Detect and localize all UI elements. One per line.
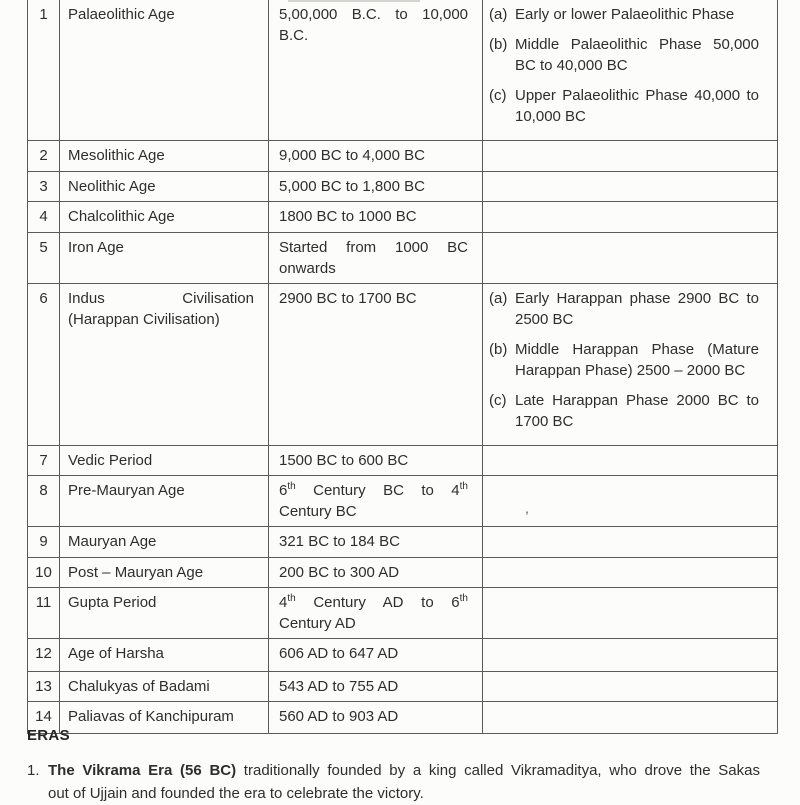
row-number: 1 — [28, 0, 60, 141]
phase-item — [489, 34, 759, 76]
phase-marker: (b) — [489, 36, 508, 53]
period-name: Palaeolithic Age — [60, 0, 269, 141]
phases-cell — [483, 558, 778, 588]
phases-cell — [483, 0, 778, 141]
phase-item — [489, 339, 759, 381]
table-row — [28, 558, 778, 588]
table-row — [28, 476, 778, 527]
period-name: Iron Age — [60, 233, 269, 284]
row-number: 2 — [28, 141, 60, 172]
phase-text: Middle Harappan Phase (Mature Harappan Phase) 2500 – 2000 BC — [515, 341, 759, 379]
date-range: 560 AD to 903 AD — [269, 702, 483, 734]
table-row — [28, 172, 778, 202]
period-name: Gupta Period — [60, 588, 269, 639]
phases-cell — [483, 233, 778, 284]
phase-item — [489, 288, 759, 330]
date-range: 6th Century BC to 4th Century BC — [269, 476, 483, 527]
phase-text: Early Harappan phase 2900 BC to 2500 BC — [515, 290, 759, 328]
row-number: 3 — [28, 172, 60, 202]
era-text-line1 — [48, 759, 760, 782]
table-row — [28, 284, 778, 446]
row-number: 13 — [28, 672, 60, 702]
phases-cell — [483, 284, 778, 446]
date-range: Started from 1000 BC onwards — [269, 233, 483, 284]
date-range: 543 AD to 755 AD — [269, 672, 483, 702]
date-range: 606 AD to 647 AD — [269, 639, 483, 672]
phases-cell — [483, 202, 778, 233]
phases-cell — [483, 446, 778, 476]
row-number: 10 — [28, 558, 60, 588]
date-range: 1800 BC to 1000 BC — [269, 202, 483, 233]
phases-cell — [483, 672, 778, 702]
era-text-rest: traditionally founded by a king called Vikramaditya, who drove the Sakas — [236, 762, 760, 779]
table-row — [28, 141, 778, 172]
row-number: 12 — [28, 639, 60, 672]
phase-item — [489, 4, 759, 25]
period-name: Neolithic Age — [60, 172, 269, 202]
phases-cell — [483, 527, 778, 558]
eras-section — [27, 727, 782, 805]
table-row — [28, 639, 778, 672]
eras-heading: ERAS — [27, 727, 70, 744]
row-number: 6 — [28, 284, 60, 446]
table-row — [28, 446, 778, 476]
phases-cell — [483, 172, 778, 202]
period-name: Post – Mauryan Age — [60, 558, 269, 588]
period-name: Age of Harsha — [60, 639, 269, 672]
date-range: 2900 BC to 1700 BC — [269, 284, 483, 446]
scan-artifact-comma: , — [525, 500, 529, 516]
era-text-line2: out of Ujjain and founded the era to celebrate the victory. — [48, 785, 424, 802]
phase-text: Early or lower Palaeolithic Phase — [515, 6, 735, 23]
period-name: Mauryan Age — [60, 527, 269, 558]
row-number: 7 — [28, 446, 60, 476]
era-item-number: 1. — [27, 762, 40, 779]
date-range: 200 BC to 300 AD — [269, 558, 483, 588]
phases-cell — [483, 476, 778, 527]
phase-marker: (c) — [489, 392, 507, 409]
table-row — [28, 202, 778, 233]
table-row — [28, 0, 778, 141]
phase-marker: (a) — [489, 6, 508, 23]
era-list-item — [27, 759, 782, 805]
period-name: Paliavas of Kanchipuram — [60, 702, 269, 734]
date-range: 1500 BC to 600 BC — [269, 446, 483, 476]
row-number: 8 — [28, 476, 60, 527]
date-range: 9,000 BC to 4,000 BC — [269, 141, 483, 172]
era-title-bold: The Vikrama Era (56 BC) — [48, 762, 237, 779]
phase-item — [489, 390, 759, 432]
row-number: 9 — [28, 527, 60, 558]
period-name: Chalukyas of Badami — [60, 672, 269, 702]
table-row — [28, 672, 778, 702]
date-range: 4th Century AD to 6th Century AD — [269, 588, 483, 639]
period-name: Vedic Period — [60, 446, 269, 476]
phase-text: Late Harappan Phase 2000 BC to 1700 BC — [515, 392, 759, 430]
era-item-body — [48, 759, 760, 805]
table-row — [28, 588, 778, 639]
date-range: 5,00,000 B.C. to 10,000 B.C. — [269, 0, 483, 141]
row-number: 4 — [28, 202, 60, 233]
table-row — [28, 527, 778, 558]
row-number: 11 — [28, 588, 60, 639]
phases-cell — [483, 141, 778, 172]
row-number: 5 — [28, 233, 60, 284]
phase-text: Upper Palaeolithic Phase 40,000 to 10,000 BC — [515, 87, 759, 125]
phases-cell — [483, 588, 778, 639]
period-name: Chalcolithic Age — [60, 202, 269, 233]
date-range: 321 BC to 184 BC — [269, 527, 483, 558]
historical-ages-table — [27, 0, 778, 734]
row-number: 14 — [28, 702, 60, 734]
phase-marker: (a) — [489, 290, 508, 307]
period-name: Mesolithic Age — [60, 141, 269, 172]
phase-text: Middle Palaeolithic Phase 50,000 BC to 40,000 BC — [515, 36, 759, 74]
period-name: Indus Civilisation (Harappan Civilisation) — [60, 284, 269, 446]
phase-marker: (c) — [489, 87, 507, 104]
date-range: 5,000 BC to 1,800 BC — [269, 172, 483, 202]
table-row — [28, 233, 778, 284]
phases-cell — [483, 639, 778, 672]
period-name: Pre-Mauryan Age — [60, 476, 269, 527]
phase-item — [489, 85, 759, 127]
phase-marker: (b) — [489, 341, 508, 358]
